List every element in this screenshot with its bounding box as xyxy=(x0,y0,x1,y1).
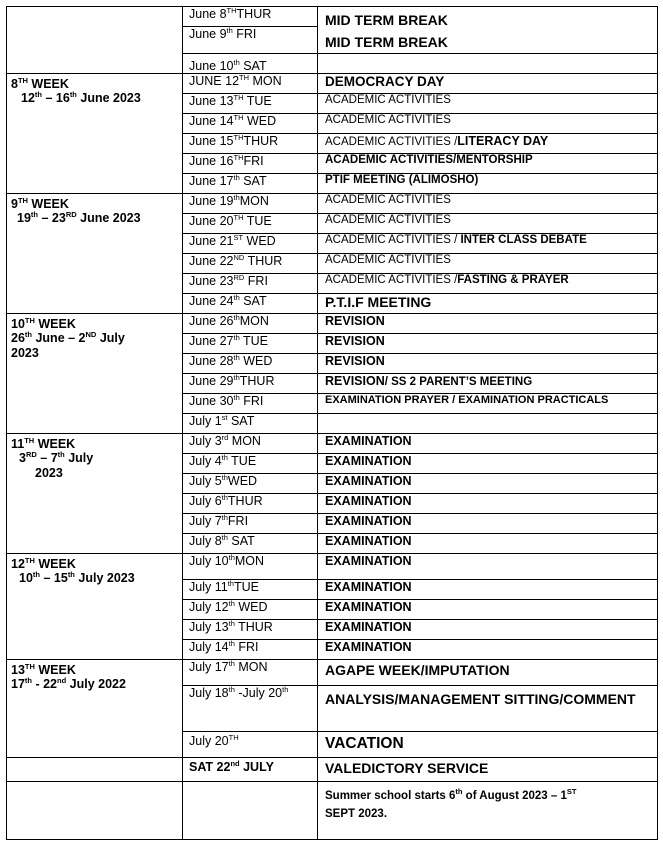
activity-cell: MID TERM BREAK MID TERM BREAK xyxy=(318,7,658,54)
activity-cell: EXAMINATION xyxy=(318,534,658,554)
date-cell: July 4th TUE xyxy=(183,454,318,474)
date-cell: July 3rd MON xyxy=(183,434,318,454)
date-cell-empty xyxy=(183,782,318,840)
date-cell: June 9th FRI xyxy=(183,27,318,54)
date-cell: July 12th WED xyxy=(183,600,318,620)
date-cell: June 24th SAT xyxy=(183,294,318,314)
date-cell: June 28th WED xyxy=(183,354,318,374)
date-cell: July 1st SAT xyxy=(183,414,318,434)
summer-school-note: Summer school starts 6th of August 2023 – 1ST SEPT 2023. xyxy=(318,782,658,840)
activity-cell: ACADEMIC ACTIVITIES / INTER CLASS DEBATE xyxy=(318,234,658,254)
activity-cell: EXAMINATION xyxy=(318,620,658,640)
date-cell: July 17th MON xyxy=(183,660,318,686)
date-cell: June 14TH WED xyxy=(183,114,318,134)
date-cell: June 26thMON xyxy=(183,314,318,334)
week-cell: 12TH WEEK 10th – 15th July 2023 xyxy=(7,554,183,660)
date-cell: June 15THTHUR xyxy=(183,134,318,154)
week-cell: 9TH WEEK 19th – 23RD June 2023 xyxy=(7,194,183,314)
activity-cell xyxy=(318,414,658,434)
activity-cell: VACATION xyxy=(318,732,658,758)
activity-cell: EXAMINATION xyxy=(318,554,658,580)
date-cell: June 30th FRI xyxy=(183,394,318,414)
date-cell: June 16THFRI xyxy=(183,154,318,174)
activity-cell: DEMOCRACY DAY xyxy=(318,74,658,94)
activity-cell: ACADEMIC ACTIVITIES xyxy=(318,254,658,274)
activity-cell: P.T.I.F MEETING xyxy=(318,294,658,314)
activity-cell: EXAMINATION xyxy=(318,454,658,474)
calendar-table xyxy=(6,6,658,840)
date-cell: June 10th SAT xyxy=(183,54,318,74)
activity-cell: ACADEMIC ACTIVITIES xyxy=(318,194,658,214)
date-cell: June 17th SAT xyxy=(183,174,318,194)
activity-cell: EXAMINATION xyxy=(318,474,658,494)
activity-cell: ACADEMIC ACTIVITIES xyxy=(318,214,658,234)
date-cell: July 7thFRI xyxy=(183,514,318,534)
activity-cell: EXAMINATION xyxy=(318,514,658,534)
activity-cell: EXAMINATION xyxy=(318,640,658,660)
activity-cell: REVISION xyxy=(318,354,658,374)
date-cell: July 14th FRI xyxy=(183,640,318,660)
date-cell: July 5thWED xyxy=(183,474,318,494)
activity-cell: VALEDICTORY SERVICE xyxy=(318,758,658,782)
date-cell: June 27th TUE xyxy=(183,334,318,354)
activity-cell: ACADEMIC ACTIVITIES/MENTORSHIP xyxy=(318,154,658,174)
activity-cell: ACADEMIC ACTIVITIES /LITERACY DAY xyxy=(318,134,658,154)
week-cell: 8TH WEEK 12th – 16th June 2023 xyxy=(7,74,183,194)
date-cell: June 22ND THUR xyxy=(183,254,318,274)
date-cell: July 13th THUR xyxy=(183,620,318,640)
activity-cell: EXAMINATION xyxy=(318,580,658,600)
activity-cell: ACADEMIC ACTIVITIES /FASTING & PRAYER xyxy=(318,274,658,294)
date-cell: JUNE 12TH MON xyxy=(183,74,318,94)
week-cell: 11TH WEEK 3RD – 7th July 2023 xyxy=(7,434,183,554)
activity-cell xyxy=(318,54,658,74)
week-cell-empty xyxy=(7,758,183,782)
week-cell-empty xyxy=(7,782,183,840)
activity-cell: ACADEMIC ACTIVITIES xyxy=(318,114,658,134)
activity-cell: PTIF MEETING (ALIMOSHO) xyxy=(318,174,658,194)
week-cell: 13TH WEEK 17th - 22nd July 2022 xyxy=(7,660,183,758)
date-cell: July 20TH xyxy=(183,732,318,758)
activity-cell: EXAMINATION PRAYER / EXAMINATION PRACTICALS xyxy=(318,394,658,414)
activity-cell: EXAMINATION xyxy=(318,494,658,514)
date-cell: July 6thTHUR xyxy=(183,494,318,514)
date-cell: June 23RD FRI xyxy=(183,274,318,294)
date-cell: June 20TH TUE xyxy=(183,214,318,234)
week-cell-empty xyxy=(7,7,183,74)
date-cell: June 19thMON xyxy=(183,194,318,214)
activity-cell: REVISION/ SS 2 PARENT’S MEETING xyxy=(318,374,658,394)
week-cell: 10TH WEEK 26th June – 2ND July 2023 xyxy=(7,314,183,434)
date-cell: SAT 22nd JULY xyxy=(183,758,318,782)
activity-cell: AGAPE WEEK/IMPUTATION xyxy=(318,660,658,686)
activity-cell: REVISION xyxy=(318,334,658,354)
activity-cell: EXAMINATION xyxy=(318,600,658,620)
date-cell: July 8th SAT xyxy=(183,534,318,554)
date-cell: June 29thTHUR xyxy=(183,374,318,394)
date-cell: July 11thTUE xyxy=(183,580,318,600)
activity-cell: REVISION xyxy=(318,314,658,334)
date-cell: July 18th -July 20th xyxy=(183,686,318,732)
activity-cell: ANALYSIS/MANAGEMENT SITTING/COMMENT xyxy=(318,686,658,732)
date-cell: June 21ST WED xyxy=(183,234,318,254)
activity-cell: ACADEMIC ACTIVITIES xyxy=(318,94,658,114)
activity-cell: EXAMINATION xyxy=(318,434,658,454)
date-cell: July 10thMON xyxy=(183,554,318,580)
date-cell: June 8THTHUR xyxy=(183,7,318,27)
date-cell: June 13TH TUE xyxy=(183,94,318,114)
